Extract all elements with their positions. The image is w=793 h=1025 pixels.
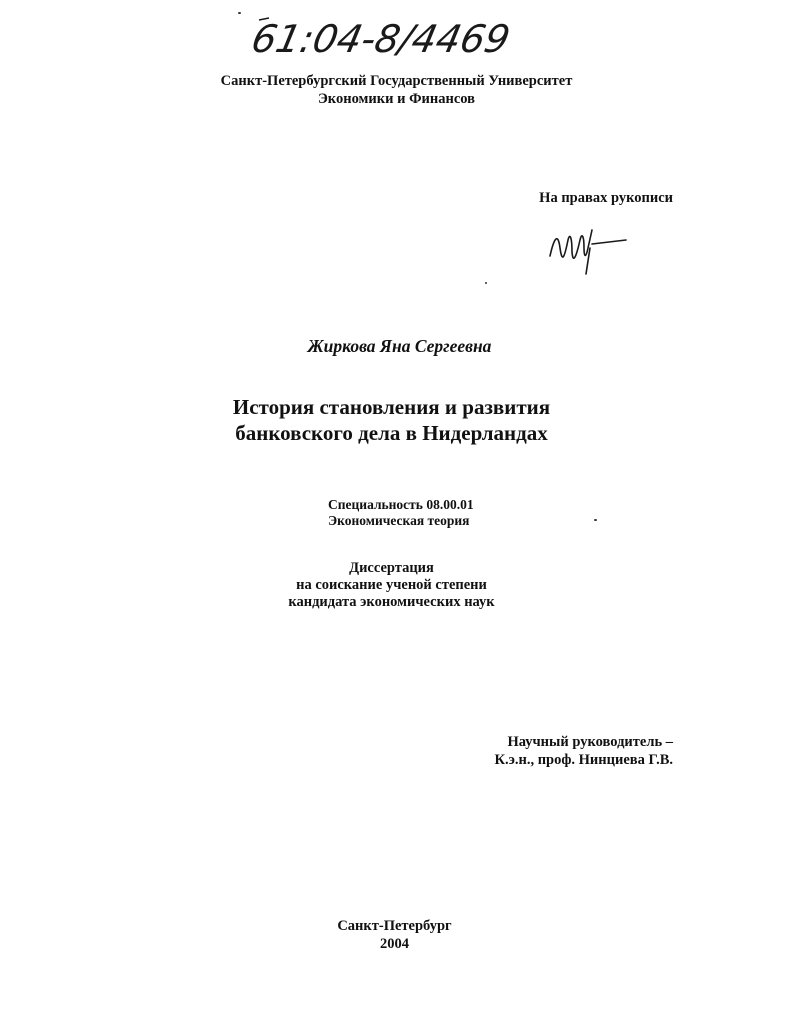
title-line-1: История становления и развития [232,395,551,419]
degree-line-1: Диссертация [349,560,434,576]
city: Санкт-Петербург [337,918,452,934]
degree-line-2: на соискание ученой степени [296,577,487,593]
supervisor-block [494,733,673,769]
place-year-block [0,917,793,953]
archive-number-text: 61:04-8/4469 [247,17,514,62]
university-line-2: Экономики и Финансов [317,91,476,107]
author-name: Жиркова Яна Сергеевна [307,336,492,356]
university-line-1: Санкт-Петербургский Государственный Университет [220,73,573,89]
supervisor-name: К.э.н., проф. Нинциева Г.В. [494,752,673,768]
dissertation-title [0,394,793,446]
supervisor-label: Научный руководитель – [507,734,673,750]
year: 2004 [380,936,409,952]
rights-note: На правах рукописи [539,190,673,206]
specialty-name: Экономическая теория [328,513,470,528]
scan-speck [238,12,241,14]
degree-line-3: кандидата экономических наук [288,594,495,610]
specialty-block [328,497,474,529]
handwritten-archive-number [247,8,514,64]
university-name [0,72,793,108]
title-line-2: банковского дела в Нидерландах [235,421,548,445]
scan-speck [485,282,487,284]
scan-speck [594,519,597,521]
specialty-code: Специальность 08.00.01 [328,497,474,512]
signature-image [540,218,640,278]
degree-block [0,560,793,611]
